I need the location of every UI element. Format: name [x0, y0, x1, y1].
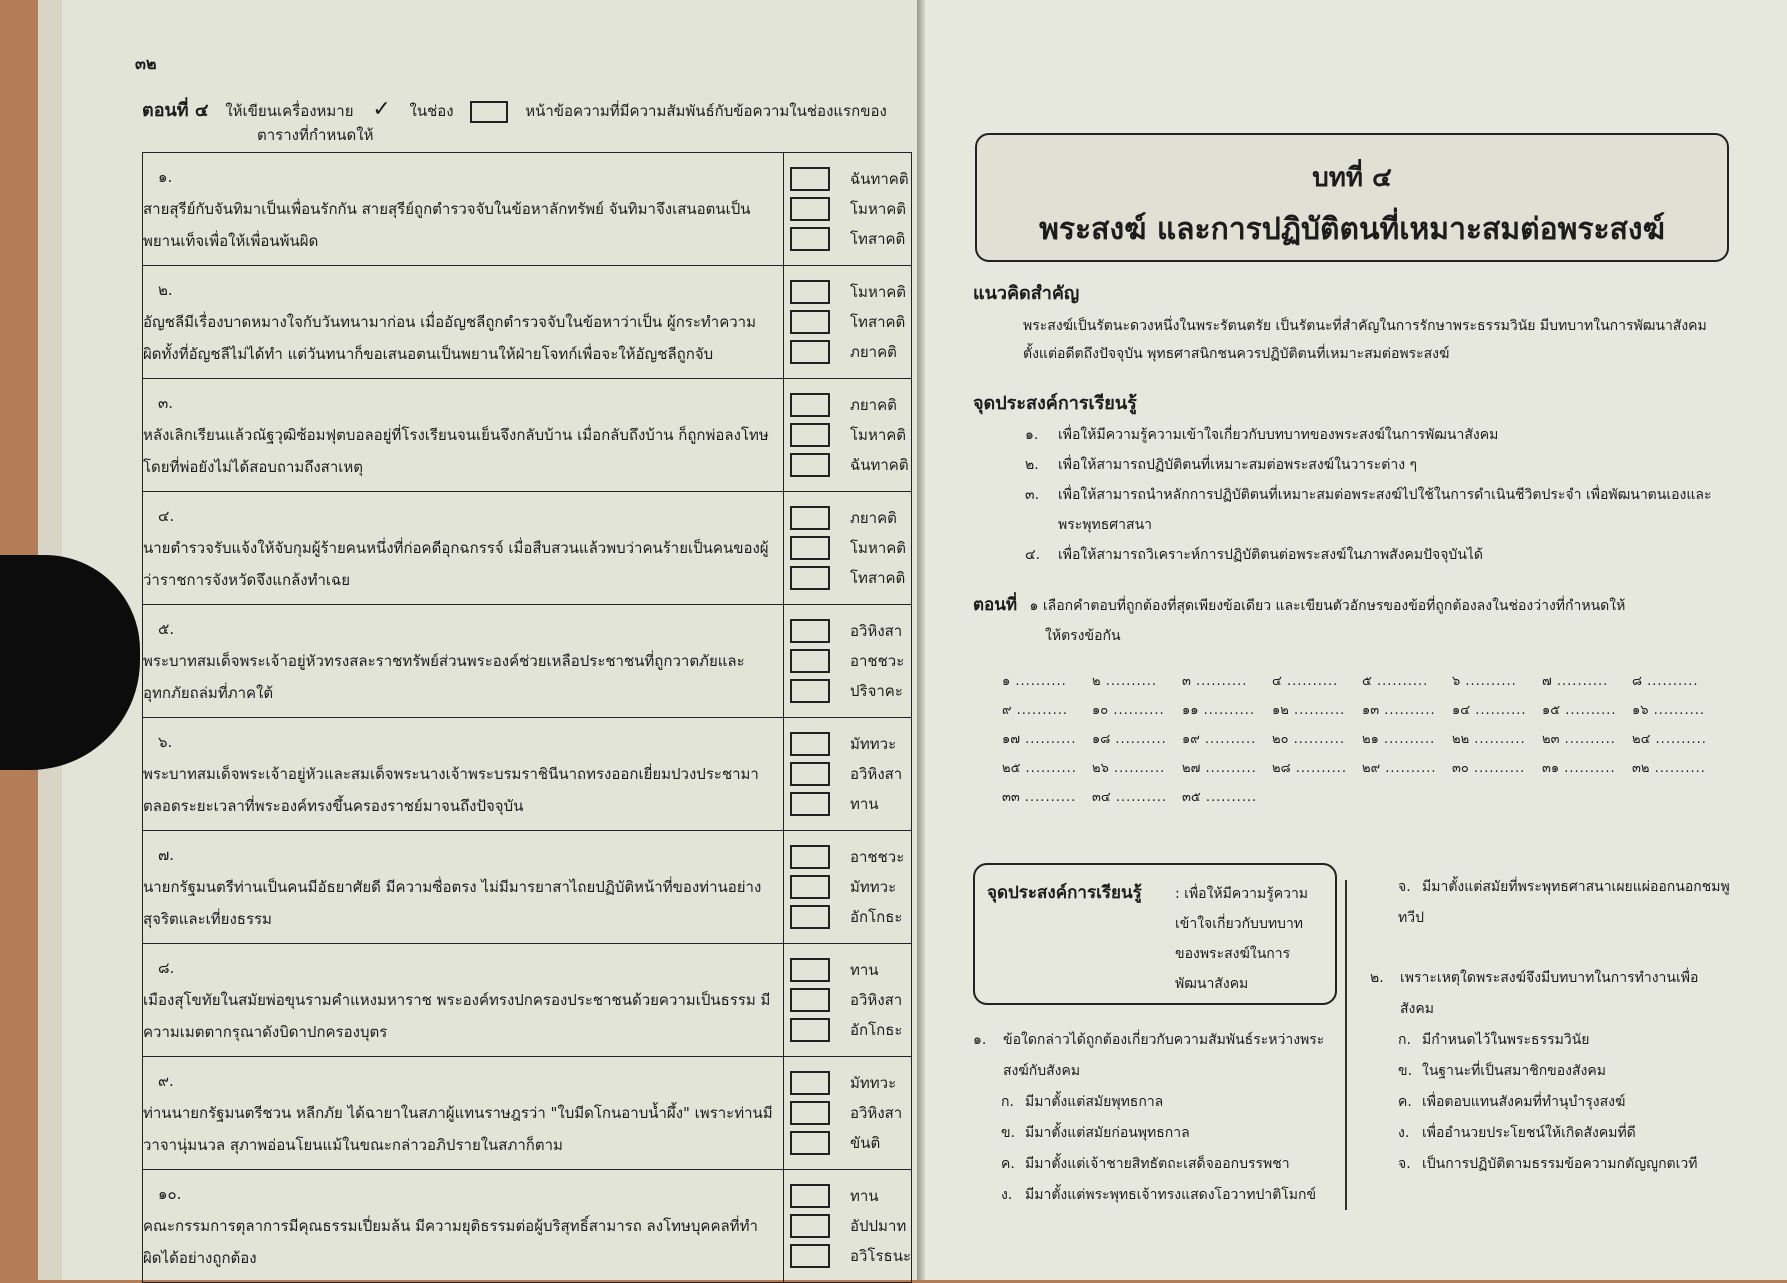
question-number: ๔.	[158, 507, 175, 525]
option	[790, 955, 911, 985]
answer-checkbox[interactable]	[790, 988, 830, 1012]
option	[790, 450, 911, 480]
blank-number: ๒๕	[1002, 761, 1021, 776]
blank-number: ๖	[1452, 674, 1461, 689]
answer-blank[interactable]: ๒๔ ..........	[1632, 732, 1707, 747]
answer-blank[interactable]: ๑๙ ..........	[1182, 732, 1257, 747]
choice: ก. มีกำหนดไว้ในพระธรรมวินัย	[1398, 1032, 1590, 1048]
blank-number: ๗	[1542, 674, 1552, 689]
key-concept-text: พระสงฆ์เป็นรัตนะดวงหนึ่งในพระรัตนตรัย เป็นรัตนะที่สำคัญในการรักษาพระธรรมวินัย มีบทบาทในการพัฒนาสังคมตั้งแต่อดีตถึงปัจจุบัน พุทธศาสนิกชนควรปฏิบัติตนที่เหมาะสมต่อพระสงฆ์	[1023, 318, 1707, 362]
question-cell	[143, 492, 784, 605]
question-number: ๖.	[158, 733, 173, 751]
blank-number: ๑๘	[1092, 732, 1111, 747]
blank-number: ๓๓	[1002, 790, 1020, 805]
answer-checkbox[interactable]	[790, 792, 830, 816]
table-row	[143, 492, 912, 605]
blank-number: ๒๑	[1362, 732, 1379, 747]
option	[790, 337, 911, 367]
column-divider	[1345, 880, 1347, 1210]
table-row	[143, 266, 912, 379]
choice: ง. เพื่ออำนวยประโยชน์ให้เกิดสังคมที่ดี	[1398, 1125, 1636, 1141]
blank-number: ๑๖	[1632, 703, 1649, 718]
answer-blank[interactable]: ๓ ..........	[1182, 674, 1248, 689]
option-label: ฉันทาคติ	[850, 456, 909, 474]
answer-blanks-grid	[1002, 670, 1722, 807]
blank-number: ๔	[1272, 674, 1282, 689]
answer-checkbox[interactable]	[790, 1101, 830, 1125]
answer-checkbox[interactable]	[790, 1131, 830, 1155]
question-cell	[143, 605, 784, 718]
option-label: อวิหิงสา	[850, 765, 903, 783]
blank-number: ๓๕	[1182, 790, 1201, 805]
answer-blank[interactable]: ๗ ..........	[1542, 674, 1609, 689]
question-cell	[143, 944, 784, 1057]
table-row	[143, 944, 912, 1057]
answer-checkbox[interactable]	[790, 566, 830, 590]
option	[790, 1181, 911, 1211]
option-label: อาชชวะ	[850, 848, 905, 866]
blank-number: ๒๒	[1452, 732, 1470, 747]
list-item: ๒. เพื่อให้สามารถปฏิบัติตนที่เหมาะสมต่อพระสงฆ์ในวาระต่าง ๆ	[1025, 457, 1417, 473]
table-row	[143, 153, 912, 266]
option-label: อวิหิงสา	[850, 622, 903, 640]
blank-number: ๑๐	[1092, 703, 1109, 718]
question-number: ๘.	[158, 959, 175, 977]
option	[790, 902, 911, 932]
answer-blank[interactable]: ๓๒ ..........	[1632, 761, 1706, 776]
option	[790, 616, 911, 646]
question-cell	[143, 718, 784, 831]
option	[790, 563, 911, 593]
blank-number: ๕	[1362, 674, 1372, 689]
answer-blank[interactable]: ๒๖ ..........	[1092, 761, 1166, 776]
answer-blank[interactable]: ๑ ..........	[1002, 674, 1067, 689]
answer-checkbox[interactable]	[790, 905, 830, 929]
question-cell	[143, 153, 784, 266]
answer-checkbox[interactable]	[790, 1244, 830, 1268]
blank-number: ๘	[1632, 674, 1643, 689]
answer-checkbox[interactable]	[790, 227, 830, 251]
answer-blank[interactable]: ๑๑ ..........	[1182, 703, 1255, 718]
question-number: ๙.	[158, 1072, 174, 1090]
question-text: นายตำรวจรับแจ้งให้จับกุมผู้ร้ายคนหนึ่งที่ก่อคดีอุกฉกรรจ์ เมื่อสืบสวนแล้วพบว่าคนร้ายเป็นคนของผู้ว่าราชการจังหวัดจึงแกล้งทำเฉย	[143, 539, 769, 589]
blank-number: ๓๒	[1632, 761, 1650, 776]
answer-checkbox[interactable]	[790, 536, 830, 560]
options-cell	[784, 492, 912, 605]
option	[790, 1068, 911, 1098]
option-label: ทาน	[850, 1187, 879, 1205]
option-label: มัททวะ	[850, 878, 897, 896]
answer-blank[interactable]: ๙ ..........	[1002, 703, 1068, 718]
option	[790, 194, 911, 224]
answer-checkbox[interactable]	[790, 619, 830, 643]
option	[790, 164, 911, 194]
choice: ข. มีมาตั้งแต่สมัยก่อนพุทธกาล	[1001, 1125, 1190, 1141]
question-number: ๗.	[158, 846, 175, 864]
answer-checkbox[interactable]	[790, 762, 830, 786]
option-label: โทสาคติ	[850, 569, 906, 587]
objectives-heading: จุดประสงค์การเรียนรู้	[973, 393, 1137, 414]
answer-checkbox[interactable]	[790, 732, 830, 756]
blank-number: ๓๐	[1452, 761, 1469, 776]
option	[790, 1015, 911, 1045]
answer-checkbox[interactable]	[790, 423, 830, 447]
answer-checkbox[interactable]	[790, 197, 830, 221]
answer-checkbox[interactable]	[790, 845, 830, 869]
part-label: ตอนที่ ๔	[142, 100, 209, 121]
option-label: ขันติ	[850, 1134, 881, 1152]
answer-blank[interactable]: ๓๑ ..........	[1542, 761, 1616, 776]
answer-blank[interactable]: ๑๖ ..........	[1632, 703, 1705, 718]
question-number: ๓.	[158, 394, 174, 412]
answer-blank[interactable]: ๒๓ ..........	[1542, 732, 1616, 747]
question-text: สายสุรีย์กับจันทิมาเป็นเพื่อนรักกัน สายสุรีย์ถูกตำรวจจับในข้อหาลักทรัพย์ จันทิมาจึงเสนอตนเป็นพยานเท็จเพื่อให้เพื่อนพ้นผิด	[143, 200, 751, 250]
choice: ค. มีมาตั้งแต่เจ้าชายสิทธัตถะเสด็จออกบรรพชา	[1001, 1156, 1290, 1172]
question-number: ๑๐.	[158, 1185, 182, 1203]
chapter-header	[975, 133, 1729, 262]
key-concept-heading: แนวคิดสำคัญ	[973, 283, 1080, 304]
option	[790, 533, 911, 563]
answer-blank[interactable]: ๓๕ ..........	[1182, 790, 1258, 805]
option	[790, 759, 911, 789]
choice: จ. เป็นการปฏิบัติตามธรรมข้อความกตัญญูกตเวที	[1398, 1156, 1698, 1172]
option-label: อวิหิงสา	[850, 1104, 903, 1122]
blank-number: ๓	[1182, 674, 1191, 689]
blank-number: ๑๑	[1182, 703, 1199, 718]
options-cell	[784, 1057, 912, 1170]
table-row	[143, 831, 912, 944]
answer-blank[interactable]: ๕ ..........	[1362, 674, 1429, 689]
question-cell	[143, 379, 784, 492]
option-label: โมหาคติ	[850, 200, 907, 218]
blank-number: ๑	[1002, 674, 1011, 689]
blank-number: ๓๑	[1542, 761, 1560, 776]
answer-blank[interactable]: ๓๐ ..........	[1452, 761, 1526, 776]
option	[790, 503, 911, 533]
answer-blank[interactable]: ๒๗ ..........	[1182, 761, 1257, 776]
blank-number: ๒๓	[1542, 732, 1560, 747]
blank-number: ๒	[1092, 674, 1101, 689]
question-text: อัญชลีมีเรื่องบาดหมางใจกับวันทนามาก่อน เมื่ออัญชลีถูกตำรวจจับในข้อหาว่าเป็น ผู้กระทำความผิดทั้งที่อัญชลีไม่ได้ทำ แต่วันทนาก็ขอเสนอตนเป็นพยานให้ฝ่ายโจทก์เพื่อจะให้อัญชลีถูกจับ	[143, 313, 756, 363]
option-label: โมหาคติ	[850, 539, 907, 557]
answer-checkbox[interactable]	[790, 875, 830, 899]
options-cell	[784, 831, 912, 944]
answer-blank[interactable]: ๒ ..........	[1092, 674, 1158, 689]
option	[790, 676, 911, 706]
options-cell	[784, 1170, 912, 1283]
option	[790, 420, 911, 450]
blank-number: ๑๙	[1182, 732, 1200, 747]
answer-checkbox[interactable]	[790, 453, 830, 477]
answer-checkbox[interactable]	[790, 393, 830, 417]
question-cell	[143, 1057, 784, 1170]
question-text: เมืองสุโขทัยในสมัยพ่อขุนรามคำแหงมหาราช พระองค์ทรงปกครองประชาชนด้วยความเป็นธรรม มีความเมตตากรุณาดังบิดาปกครองบุตร	[143, 991, 771, 1041]
list-item: ๓. เพื่อให้สามารถนำหลักการปฏิบัติตนที่เหมาะสมต่อพระสงฆ์ไปใช้ในการดำเนินชีวิตประจำ เพื่อพัฒนาตนเองและพระพุทธศาสนา	[1025, 487, 1712, 533]
answer-blank[interactable]: ๓๓ ..........	[1002, 790, 1077, 805]
answer-checkbox[interactable]	[790, 310, 830, 334]
option	[790, 842, 911, 872]
answer-checkbox[interactable]	[790, 958, 830, 982]
option-label: อวิหิงสา	[850, 991, 903, 1009]
table-row	[143, 605, 912, 718]
blank-number: ๑๒	[1272, 703, 1289, 718]
answer-blank[interactable]: ๒๕ ..........	[1002, 761, 1077, 776]
answer-blank[interactable]: ๑๔ ..........	[1452, 703, 1527, 718]
table-row	[143, 718, 912, 831]
option	[790, 789, 911, 819]
answer-blank[interactable]: ๑๐ ..........	[1092, 703, 1165, 718]
check-mark-icon: ✓	[372, 97, 391, 122]
answer-checkbox[interactable]	[790, 506, 830, 530]
answer-blank[interactable]: ๔ ..........	[1272, 674, 1339, 689]
choice: ข. ในฐานะที่เป็นสมาชิกของสังคม	[1398, 1063, 1606, 1079]
question-1: ๑. ข้อใดกล่าวได้ถูกต้องเกี่ยวกับความสัมพันธ์ระหว่างพระสงฆ์กับสังคม ก. มีมาตั้งแต่สมัยพุทธกาล ข. มีมาตั้งแต่สมัยก่อนพุทธกาล ค. มีมาตั้งแต่เจ้าชายสิทธัตถะเสด็จออกบรรพชา ง. มีมาตั้งแต่พระพุทธเจ้าทรงแสดงโอวาทปาติโมกข์	[973, 1025, 1338, 1211]
part4-instruction: ตอนที่ ๔ ให้เขียนเครื่องหมาย ✓ ในช่อง หน้าข้อความที่มีความสัมพันธ์กับข้อความในช่องแรกของ ตารางที่กำหนดให้	[142, 97, 887, 144]
answer-blank[interactable]: ๒๒ ..........	[1452, 732, 1526, 747]
option	[790, 729, 911, 759]
options-cell	[784, 153, 912, 266]
question-text: หลังเลิกเรียนแล้วณัฐวุฒิซ้อมฟุตบอลอยู่ที่โรงเรียนจนเย็นจึงกลับบ้าน เมื่อกลับถึงบ้าน ก็ถูกพ่อลงโทษโดยที่พ่อยังไม่ได้สอบถามถึงสาเหตุ	[143, 426, 769, 476]
question-number: ๑.	[158, 168, 173, 186]
option	[790, 224, 911, 254]
answer-blank[interactable]: ๑๕ ..........	[1542, 703, 1617, 718]
option-label: อวิโรธนะ	[850, 1247, 912, 1265]
option-label: ทาน	[850, 961, 879, 979]
option-label: ภยาคติ	[850, 509, 897, 527]
answer-checkbox[interactable]	[790, 679, 830, 703]
choice: ค. เพื่อตอบแทนสังคมที่ทำนุบำรุงสงฆ์	[1398, 1094, 1626, 1110]
option-label: อักโกธะ	[850, 908, 903, 926]
answer-blank[interactable]: ๑๗ ..........	[1002, 732, 1077, 747]
question-1-continued	[1370, 872, 1730, 934]
blank-number: ๑๓	[1362, 703, 1380, 718]
answer-blank[interactable]: ๑๒ ..........	[1272, 703, 1346, 718]
question-cell	[143, 831, 784, 944]
answer-checkbox[interactable]	[790, 1214, 830, 1238]
blank-number: ๑๕	[1542, 703, 1561, 718]
answer-blank[interactable]: ๒๑ ..........	[1362, 732, 1436, 747]
table-row	[143, 379, 912, 492]
answer-blank[interactable]: ๘ ..........	[1632, 674, 1699, 689]
blank-number: ๒๔	[1632, 732, 1651, 747]
objectives-list	[1025, 420, 1725, 570]
option-label: โมหาคติ	[850, 426, 907, 444]
page-number: ๓๒	[135, 54, 157, 73]
blank-number: ๒๐	[1272, 732, 1289, 747]
answer-blank[interactable]: ๖ ..........	[1452, 674, 1517, 689]
options-cell	[784, 266, 912, 379]
option	[790, 1128, 911, 1158]
answer-checkbox[interactable]	[790, 340, 830, 364]
option-label: มัททวะ	[850, 735, 897, 753]
question-number: ๒.	[158, 281, 173, 299]
table-row	[143, 1057, 912, 1170]
blank-number: ๒๙	[1362, 761, 1381, 776]
list-item: ๑. เพื่อให้มีความรู้ความเข้าใจเกี่ยวกับบทบาทของพระสงฆ์ในการพัฒนาสังคม	[1025, 427, 1499, 443]
blank-number: ๒๘	[1272, 761, 1291, 776]
option-label: อัปปมาท	[850, 1217, 907, 1235]
option-label: ภยาคติ	[850, 396, 897, 414]
option-label: โทสาคติ	[850, 313, 906, 331]
answer-blank[interactable]: ๒๘ ..........	[1272, 761, 1348, 776]
option-label: ฉันทาคติ	[850, 170, 909, 188]
answer-blank[interactable]: ๑๓ ..........	[1362, 703, 1436, 718]
option	[790, 1211, 911, 1241]
objective-box: จุดประสงค์การเรียนรู้ : เพื่อให้มีความรู้ความเข้าใจเกี่ยวกับบทบาทของพระสงฆ์ในการพัฒนาสังคม	[973, 863, 1337, 1005]
question-text: ท่านนายกรัฐมนตรีชวน หลีกภัย ได้ฉายาในสภาผู้แทนราษฎรว่า "ใบมีดโกนอาบน้ำผึ้ง" เพราะท่านมีวาจานุ่มนวล สุภาพอ่อนโยนแม้ในขณะกล่าวอภิปรายในสภาก็ตาม	[143, 1104, 773, 1154]
matching-table	[142, 152, 912, 1283]
option-label: ภยาคติ	[850, 343, 897, 361]
option-label: อักโกธะ	[850, 1021, 903, 1039]
blank-number: ๑๔	[1452, 703, 1471, 718]
option-label: ทาน	[850, 795, 879, 813]
answer-blank[interactable]: ๓๔ ..........	[1092, 790, 1168, 805]
question-number: ๕.	[158, 620, 175, 638]
question-text: พระบาทสมเด็จพระเจ้าอยู่หัวและสมเด็จพระนางเจ้าพระบรมราชินีนาถทรงออกเยี่ยมปวงประชามาตลอดระยะเวลาที่พระองค์ทรงขึ้นครองราชย์มาจนถึงปัจจุบัน	[143, 765, 759, 815]
question-cell	[143, 1170, 784, 1283]
options-cell	[784, 605, 912, 718]
blank-number: ๙	[1002, 703, 1012, 718]
option	[790, 985, 911, 1015]
option	[790, 390, 911, 420]
option-label: มัททวะ	[850, 1074, 897, 1092]
question-text: พระบาทสมเด็จพระเจ้าอยู่หัวทรงสละราชทรัพย์ส่วนพระองค์ช่วยเหลือประชาชนที่ถูกวาตภัยและอุทกภัยถล่มที่ภาคใต้	[143, 652, 745, 702]
blank-number: ๒๖	[1092, 761, 1109, 776]
question-2: ๒. เพราะเหตุใดพระสงฆ์จึงมีบทบาทในการทำงานเพื่อสังคม ก. มีกำหนดไว้ในพระธรรมวินัย ข. ในฐานะที่เป็นสมาชิกของสังคม ค. เพื่อตอบแทนสังคมที่ทำนุบำรุงสงฆ์ ง. เพื่ออำนวยประโยชน์ให้เกิดสังคมที่ดี จ. เป็นการปฏิบัติตามธรรมข้อความกตัญญูกตเวที	[1370, 963, 1730, 1180]
option-label: โมหาคติ	[850, 283, 907, 301]
option	[790, 1098, 911, 1128]
blank-number: ๒๗	[1182, 761, 1201, 776]
answer-checkbox[interactable]	[790, 1018, 830, 1042]
options-cell	[784, 718, 912, 831]
blank-number: ๓๔	[1092, 790, 1111, 805]
options-cell	[784, 379, 912, 492]
answer-checkbox[interactable]	[790, 167, 830, 191]
answer-checkbox[interactable]	[790, 649, 830, 673]
option	[790, 307, 911, 337]
answer-blank[interactable]: ๒๙ ..........	[1362, 761, 1437, 776]
choice: ก. มีมาตั้งแต่สมัยพุทธกาล	[1001, 1094, 1164, 1110]
option-label: โทสาคติ	[850, 230, 906, 248]
option-label: อาชชวะ	[850, 652, 905, 670]
chapter-number: บทที่ ๔	[1312, 163, 1392, 193]
option	[790, 1241, 911, 1271]
table-row	[143, 1170, 912, 1283]
blank-number: ๑๗	[1002, 732, 1021, 747]
question-text: นายกรัฐมนตรีท่านเป็นคนมีอัธยาศัยดี มีความซื่อตรง ไม่มีมารยาสาไถยปฏิบัติหน้าที่ของท่านอย่างสุจริตและเที่ยงธรรม	[143, 878, 762, 928]
option-label: ปริจาคะ	[850, 682, 903, 700]
choice: ง. มีมาตั้งแต่พระพุทธเจ้าทรงแสดงโอวาทปาติโมกข์	[1001, 1187, 1317, 1203]
book-spine	[917, 0, 925, 1280]
answer-blank[interactable]: ๑๘ ..........	[1092, 732, 1167, 747]
answer-checkbox[interactable]	[790, 1071, 830, 1095]
answer-checkbox[interactable]	[790, 280, 830, 304]
list-item: ๔. เพื่อให้สามารถวิเคราะห์การปฏิบัติตนต่อพระสงฆ์ในภาพสังคมปัจจุบันได้	[1025, 547, 1484, 563]
example-checkbox	[470, 101, 508, 123]
option	[790, 872, 911, 902]
answer-blank[interactable]: ๒๐ ..........	[1272, 732, 1345, 747]
options-cell	[784, 944, 912, 1057]
option	[790, 277, 911, 307]
question-cell	[143, 266, 784, 379]
option	[790, 646, 911, 676]
part1-instruction: ตอนที่ ๑ เลือกคำตอบที่ถูกต้องที่สุดเพียงข้อเดียว และเขียนตัวอักษรของข้อที่ถูกต้องลงในช่องว่างที่กำหนดให้ ให้ตรงข้อกัน	[973, 595, 1626, 644]
chapter-title: พระสงฆ์ และการปฏิบัติตนที่เหมาะสมต่อพระสงฆ์	[1039, 212, 1665, 247]
choice: จ. มีมาตั้งแต่สมัยที่พระพุทธศาสนาเผยแผ่ออกนอกชมพูทวีป	[1398, 879, 1730, 926]
answer-checkbox[interactable]	[790, 1184, 830, 1208]
question-text: คณะกรรมการตุลาการมีคุณธรรมเปี่ยมล้น มีความยุติธรรมต่อผู้บริสุทธิ์สามารถ ลงโทษบุคคลที่ทำผิดได้อย่างถูกต้อง	[143, 1217, 758, 1267]
